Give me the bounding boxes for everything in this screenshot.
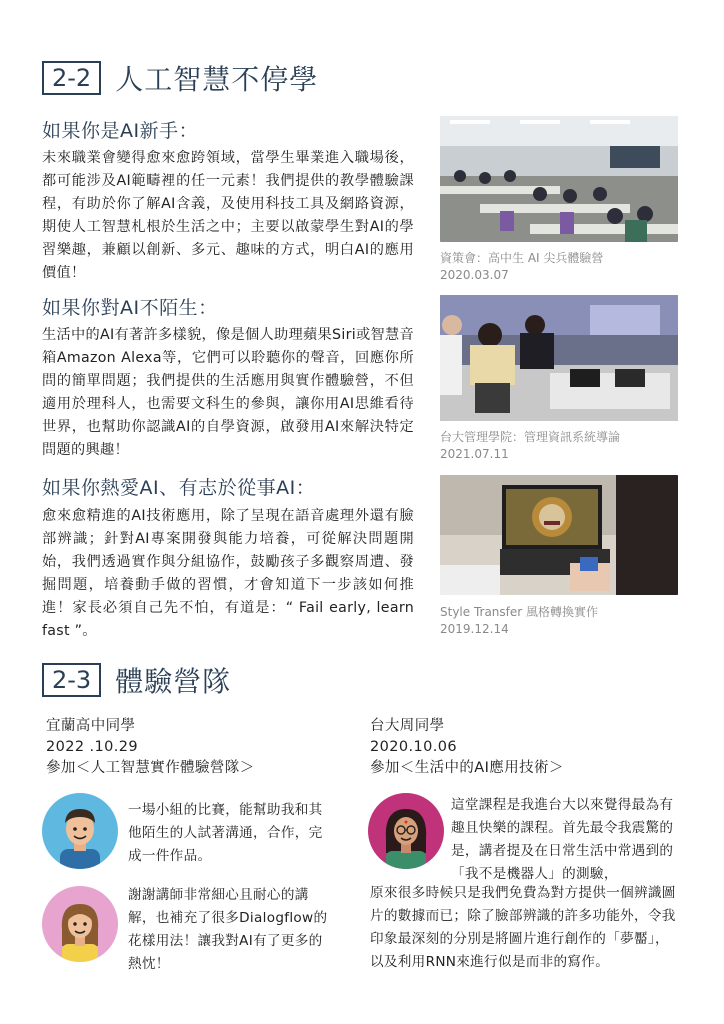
block-text-familiar: 生活中的AI有著許多樣貌，像是個人助理蘋果Siri或智慧音箱Amazon Alexa等，它們可以聆聽你的聲音，回應你所問的簡單問題；我們提供的生活應用與實作體驗營，不但適用於理科人，也需要文科生的參與，讓你用AI思維看待世界，也幫助你認識AI的自學資源，啟發用AI來解決特定問題的興趣！ bbox=[42, 327, 414, 458]
event-name: 參加＜生活中的AI應用技術＞ bbox=[370, 760, 564, 776]
workshop-photo bbox=[440, 295, 678, 421]
student-name: 宜蘭高中同學 bbox=[46, 718, 136, 734]
testimonial-left-quote-1: 一場小組的比賽，能幫助我和其他陌生的人試著溝通，合作，完成一件作品。 bbox=[128, 802, 323, 864]
boy-avatar bbox=[42, 793, 118, 869]
block-text-passionate: 愈來愈精進的AI技術應用，除了呈現在語音處理外還有臉部辨識；針對AI專案開發與能力培養，可從解決問題開始，我們透過實作與分組協作，鼓勵孩子多觀察周遭、發掘問題，培養動手做的習慣，才會知道下一步該如何推進！家長必須自己先不怕，有道是：“ Fail early, learn fast ”。 bbox=[42, 508, 414, 639]
block-heading-familiar: 如果你對AI不陌生： bbox=[42, 297, 218, 319]
event-date: 2022 .10.29 bbox=[46, 739, 139, 755]
student-avatar bbox=[368, 793, 444, 869]
block-heading-newbie: 如果你是AI新手： bbox=[42, 120, 199, 142]
testimonial-left-header bbox=[46, 716, 255, 779]
section-title: 人工智慧不停學 bbox=[115, 63, 319, 96]
block-text-newbie: 未來職業會變得愈來愈跨領域，當學生畢業進入職場後，都可能涉及AI範疇裡的任一元素！我們提供的教學體驗課程，有助於你了解AI含義，及使用科技工具及網路資源，期使人工智慧札根於生活之中；主要以啟蒙學生對AI的學習樂趣，兼顧以創新、多元、趣味的方式，明白AI的應用價值！ bbox=[42, 150, 414, 281]
section-title: 體驗營隊 bbox=[115, 665, 232, 698]
caption-date: 2019.12.14 bbox=[440, 622, 509, 636]
caption-date: 2020.03.07 bbox=[440, 268, 509, 282]
event-name: 參加＜人工智慧實作體驗營隊＞ bbox=[46, 760, 255, 776]
caption-title: 台大管理學院：管理資訊系統導論 bbox=[440, 430, 621, 444]
girl-avatar bbox=[42, 886, 118, 962]
section-2-2-header bbox=[42, 58, 318, 98]
section-number: 2-3 bbox=[42, 663, 101, 697]
photo-caption-3 bbox=[440, 604, 690, 638]
testimonial-right-quote-top: 這堂課程是我進台大以來覺得最為有趣且快樂的課程。首先最令我震驚的是，講者提及在日常生活中常遇到的「我不是機器人」的測驗， bbox=[451, 797, 674, 882]
photo-caption-2 bbox=[440, 429, 690, 463]
testimonial-left-quote-2: 謝謝講師非常細心且耐心的講解，也補充了很多Dialogflow的花樣用法！讓我對AI有了更多的熱忱！ bbox=[128, 887, 328, 972]
caption-date: 2021.07.11 bbox=[440, 447, 509, 461]
event-date: 2020.10.06 bbox=[370, 739, 458, 755]
section-2-3-header bbox=[42, 660, 231, 700]
testimonial-right-quote-bottom: 原來很多時候只是我們免費為對方提供一個辨識圖片的數據而已；除了臉部辨識的許多功能外，令我印象最深刻的分別是將圖片進行創作的「夢靨」，以及利用RNN來進行似是而非的寫作。 bbox=[370, 885, 676, 970]
section-number: 2-2 bbox=[42, 61, 101, 95]
student-name: 台大周同學 bbox=[370, 718, 445, 734]
block-heading-passionate: 如果你熱愛AI、有志於從事AI： bbox=[42, 477, 316, 499]
caption-title: Style Transfer 風格轉換實作 bbox=[440, 605, 599, 619]
photo-caption-1 bbox=[440, 250, 690, 284]
testimonial-right-header bbox=[370, 716, 564, 779]
classroom-photo bbox=[440, 116, 678, 242]
caption-title: 資策會：高中生 AI 尖兵體驗營 bbox=[440, 251, 604, 265]
style-transfer-photo bbox=[440, 475, 678, 595]
